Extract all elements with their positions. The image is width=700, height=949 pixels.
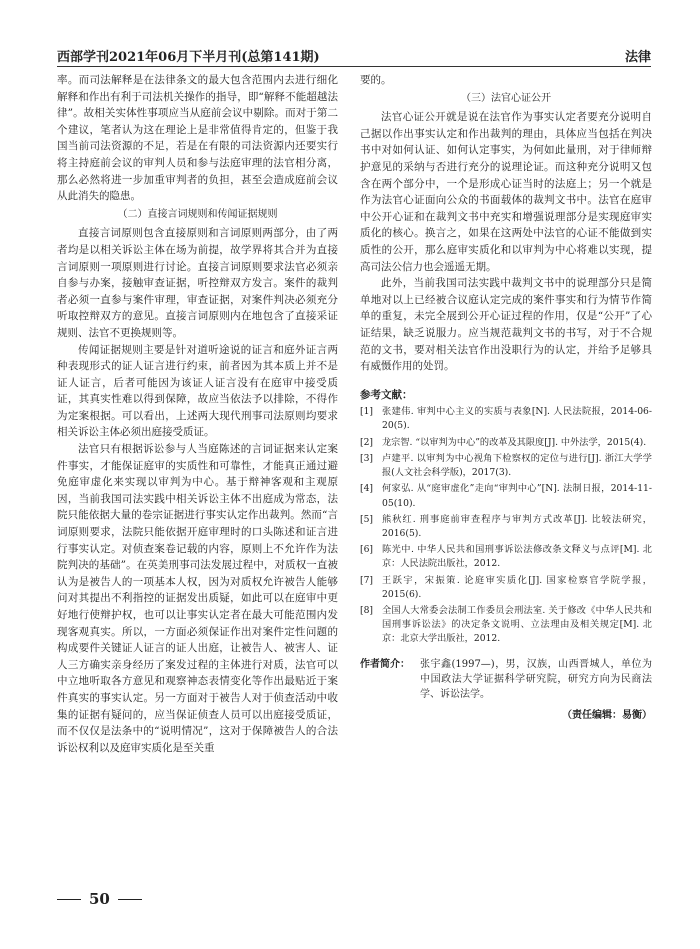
reference-item (360, 482, 652, 510)
reference-number: [7] (360, 574, 374, 586)
journal-title: 西部学刊2021年06月下半月刊(总第141期) (57, 50, 320, 65)
section-subheading: （三）法官心证公开 (461, 92, 551, 104)
reference-item (360, 405, 652, 433)
reference-number: [8] (360, 604, 374, 616)
footer-dash-left (57, 899, 81, 900)
section-subheading: （二）直接言词规则和传闻证据规则 (117, 208, 278, 220)
reference-item (360, 543, 652, 571)
body-paragraph: 法官心证公开就是说在法官作为事实认定者要充分说明自己据以作出事实认定和作出裁判的理由，具体应当包括在判决书中对如何认证、如何认定事实，为何如此量刑，对于律师辩护意见的采纳与否进行充分的说理论证。而这种充分说明又包含在两个部分中，一个是形成心证当时的法庭上；另一个就是作为法官心证面向公众的书面载体的裁判文书中。法官在庭审中公开心证和在裁判文书中充实和增强说理部分是实现庭审实质化的核心。换言之，如果在这两处中法官的心证不能做到实质性的公开，那么庭审实质化和以审判为中心将难以实现，提高司法公信力也会遥遥无期。 (360, 111, 652, 273)
reference-text: 张建伟. 审判中心主义的实质与表象[N]. 人民法院报，2014-06-20(5). (382, 406, 652, 432)
reference-number: [4] (360, 483, 374, 495)
reference-item (360, 604, 652, 647)
reference-text: 陈光中. 中华人民共和国刑事诉讼法修改条文释义与点评[M]. 北京：人民法院出版社，2012. (382, 544, 652, 570)
body-paragraph: 直接言词原则包含直接原则和言词原则两部分，由了两者均是以相关诉讼主体在场为前提，故学界将其合并为直接言词原则一项原则进行讨论。直接言词原则要求法官必须亲自参与办案，接触审查证据，听控辩双方发言。案件的裁判者必须一直参与案件审理，审查证据，对案件判决必须充分听取控辩双方的意见。直接言词原则内在地包含了直接采证规则、法官不更换规则等。 (57, 227, 338, 339)
section-label: 法律 (624, 50, 651, 65)
author-text: 张宇鑫(1997—)，男，汉族，山西晋城人，单位为中国政法大学证据科学研究院，研究方向为民商法学、诉讼法学。 (420, 658, 652, 700)
reference-number: [1] (360, 406, 374, 418)
reference-number: [2] (360, 436, 374, 448)
reference-number: [3] (360, 452, 374, 464)
references-title: 参考文献： (360, 388, 413, 401)
body-paragraph: 率。而司法解释是在法律条文的最大包含范围内去进行细化解释和作出有利于司法机关操作的指导，即“解释不能超越法律”。故相关实体性事项应当从庭前会议中剔除。而对于第二个建议，笔者认为这在理论上是非常值得肯定的，但鉴于我国当前司法资源的不足，若是在有限的司法资源内还要实行将主持庭前会议的审判人员和参与法庭审理的法官相分离，那么必然将进一步加重审判者的负担，甚至会造成庭前会议从此消失的隐患。 (57, 74, 338, 203)
reference-item (360, 513, 652, 541)
reference-text: 熊秋红. 刑事庭前审查程序与审判方式改革[J]. 比较法研究，2016(5). (382, 513, 652, 539)
reference-item (360, 436, 652, 450)
reference-number: [6] (360, 544, 374, 556)
reference-item (360, 452, 652, 480)
reference-text: 何家弘. 从“庭审虚化”走向“审判中心”[N]. 法制日报，2014-11-05(10). (382, 483, 652, 509)
references-list (360, 405, 652, 646)
reference-text: 卢建平. 以审判为中心视角下检察权的定位与进行[J]. 浙江大学学报(人文社会科学版)，2017(3). (382, 452, 652, 479)
reference-text: 全国人大常委会法制工作委员会刑法室. 关于修改《中华人民共和国刑事诉讼法》的决定条文说明、立法理由及相关规定[M]. 北京：北京大学出版社，2012. (382, 604, 652, 645)
responsible-editor: （责任编辑：易衡） (562, 709, 652, 721)
body-paragraph: 此外，当前我国司法实践中裁判文书中的说理部分只是简单地对以上已经被合议庭认定完成的案件事实和行为情节作简单的重复，未完全展到公开心证过程的作用，仅是“公开”了心证结果，缺乏说服力。应当规范裁判文书的书写，对于不合规范的文书，要对相关法官作出没职行为的认定，并给予足够具有威慑作用的处罚。 (360, 277, 652, 373)
header-rule (57, 66, 651, 67)
reference-number: [5] (360, 513, 374, 525)
author-bio (360, 657, 652, 702)
footer-dash-right (118, 899, 142, 900)
body-paragraph: 传闻证据规则主要是针对道听途说的证言和庭外证言两种表现形式的证人证言进行约束，前者因为其本质上并不是证人证言，后者可能因为该证人证言没有在庭审中接受质证，其真实性难以得到保障，故应当依法予以排除，不得作为定案根据。可以看出，上述两大现代刑事司法原则均要求相关诉讼主体必须出庭接受质证。 (57, 343, 338, 439)
reference-item (360, 574, 652, 602)
right-column (360, 72, 652, 724)
page-number: 50 (89, 890, 110, 908)
left-column (57, 72, 338, 756)
author-label: 作者简介： (360, 658, 410, 670)
reference-text: 龙宗智. “以审判为中心”的改革及其限度[J]. 中外法学，2015(4). (382, 436, 647, 448)
body-paragraph: 法官只有根据诉讼参与人当庭陈述的言词证据来认定案件事实，才能保证庭审的实质性和可靠性，才能真正通过避免庭审虚化来实现以审判为中心。基于辩神客观和主观原因，当前我国司法实践中相关诉讼主体不出庭成为常态，法院只能依据大量的卷宗证据进行事实认定作出裁判。然而“言词原则要求，法院只能依据开庭审理时的口头陈述和证言进行事实认定。对侦查案卷记载的内容，原则上不允许作为法院判决的基础”。在英美刑事司法发展过程中，对质权一直被认为是被告人的一项基本人权，因为对质权允许被告人能够问对其提出不利指控的证据发出质疑，如此可以在庭审中更好地行使辩护权，也可以让事实认定者在最大可能范围内发现客观真实。所以，一方面必须保证作出对案件定性问题的构成要件关键证人证言的证人出庭，让被告人、被害人、证人三方确实亲身经历了案发过程的主体进行对质，法官可以中立地听取各方意见和观察神态表情变化等作出最贴近于案件真实的事实认定。另一方面对于被告人对于侦查活动中收集的证据有疑问的，应当保证侦查人员可以出庭接受质证，而不仅仅是法条中的“说明情况”，这对于保障被告人的合法诉讼权利以及庭审实质化是至关重 (57, 443, 338, 754)
right-body (360, 72, 652, 375)
page-header (57, 46, 651, 64)
body-paragraph: 要的。 (360, 74, 392, 86)
page-footer (57, 890, 142, 908)
reference-text: 王跃宇，宋振策. 论庭审实质化[J]. 国家检察官学院学报，2015(6). (382, 574, 652, 600)
